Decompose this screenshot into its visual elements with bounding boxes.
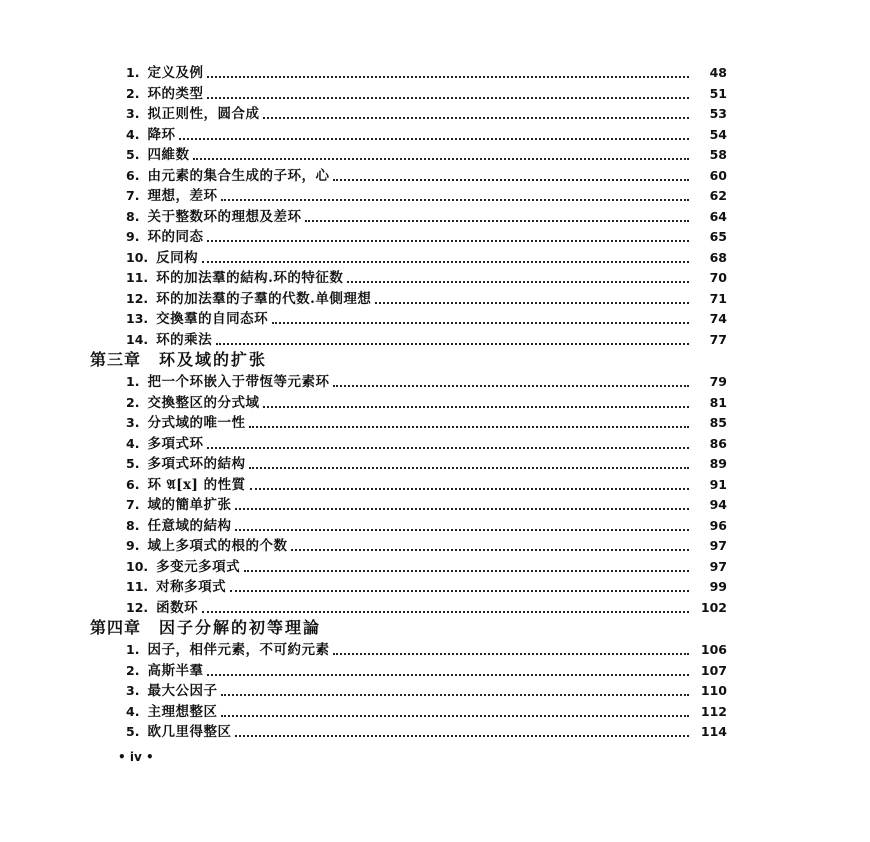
toc-entry-number: 3. bbox=[126, 683, 140, 698]
toc-entry-title: 环的同态 bbox=[147, 229, 204, 245]
toc-entry[interactable] bbox=[126, 413, 727, 433]
dot-leader bbox=[207, 447, 689, 449]
toc-entry-number: 6. bbox=[126, 476, 140, 492]
dot-leader bbox=[207, 76, 689, 78]
toc-entry-number: 3. bbox=[126, 415, 140, 430]
toc-entry-title: 环 𝔄[x] 的性質 bbox=[147, 476, 246, 493]
toc-entry-number: 7. bbox=[126, 497, 140, 512]
toc-entry-title: 环的乘法 bbox=[156, 331, 213, 348]
toc-entry[interactable] bbox=[126, 536, 727, 556]
toc-entry-page-number: 107 bbox=[700, 662, 727, 678]
toc-entry[interactable] bbox=[126, 309, 727, 329]
toc-entry-page-number: 81 bbox=[709, 394, 727, 410]
toc-entry-number: 5. bbox=[126, 147, 140, 162]
toc-entry-page-number: 68 bbox=[709, 249, 727, 265]
toc-entry[interactable] bbox=[126, 393, 727, 413]
toc-entry-page-number: 85 bbox=[709, 415, 727, 430]
toc-entry-number: 1. bbox=[126, 374, 140, 389]
dot-leader bbox=[221, 199, 689, 201]
toc-entry-title: 环的加法羣的結构.环的特征数 bbox=[156, 270, 344, 286]
dot-leader bbox=[235, 735, 689, 737]
chapter-heading bbox=[90, 616, 321, 640]
toc-entry-number: 2. bbox=[126, 662, 140, 678]
toc-entry-title: 多項式环的結构 bbox=[147, 456, 246, 472]
toc-entry-number: 7. bbox=[126, 188, 140, 203]
toc-entry[interactable] bbox=[126, 63, 727, 83]
toc-entry-page-number: 79 bbox=[709, 374, 727, 389]
toc-entry[interactable] bbox=[126, 598, 727, 618]
dot-leader bbox=[272, 322, 689, 324]
toc-entry-title: 关于整数环的理想及差环 bbox=[147, 208, 302, 225]
toc-entry-page-number: 53 bbox=[709, 106, 727, 121]
toc-entry-title: 分式域的唯一性 bbox=[147, 415, 246, 431]
toc-entry-page-number: 112 bbox=[700, 703, 727, 719]
dot-leader bbox=[333, 179, 689, 181]
toc-entry-page-number: 60 bbox=[709, 167, 727, 183]
dot-leader bbox=[249, 426, 689, 428]
toc-entry-page-number: 77 bbox=[709, 331, 727, 347]
toc-entry-page-number: 62 bbox=[709, 188, 727, 203]
toc-entry-title: 反同构 bbox=[156, 249, 199, 266]
toc-entry-number: 13. bbox=[126, 311, 149, 326]
chapter-title: 环及域的扩张 bbox=[159, 350, 268, 369]
dot-leader bbox=[193, 158, 689, 160]
toc-entry-title: 降环 bbox=[147, 126, 176, 143]
dot-leader bbox=[235, 529, 689, 531]
toc-entry-title: 交換羣的自同态环 bbox=[156, 311, 269, 327]
toc-entry-page-number: 86 bbox=[709, 435, 727, 451]
toc-entry[interactable] bbox=[126, 702, 727, 722]
dot-leader bbox=[263, 406, 689, 408]
toc-entry[interactable] bbox=[126, 104, 727, 124]
toc-entry-page-number: 97 bbox=[709, 538, 727, 553]
dot-leader bbox=[375, 302, 689, 304]
toc-entry[interactable] bbox=[126, 125, 727, 145]
toc-entry[interactable] bbox=[126, 516, 727, 536]
toc-entry-page-number: 110 bbox=[700, 683, 727, 698]
dot-leader bbox=[333, 653, 689, 655]
dot-leader bbox=[263, 117, 689, 119]
toc-entry-title: 多变元多項式 bbox=[156, 558, 241, 575]
toc-entry-title: 环的加法羣的子羣的代数.单側理想 bbox=[156, 290, 372, 307]
toc-entry[interactable] bbox=[126, 454, 727, 474]
toc-entry-title: 环的类型 bbox=[147, 85, 204, 102]
dot-leader bbox=[250, 488, 689, 490]
toc-entry-number: 9. bbox=[126, 229, 140, 244]
toc-entry-title: 理想，差环 bbox=[147, 188, 218, 204]
dot-leader bbox=[230, 590, 689, 592]
toc-entry-number: 12. bbox=[126, 599, 149, 615]
toc-entry-number: 4. bbox=[126, 126, 140, 142]
dot-leader bbox=[249, 467, 689, 469]
toc-entry-page-number: 54 bbox=[709, 126, 727, 142]
toc-entry-number: 9. bbox=[126, 538, 140, 553]
toc-entry-title: 域上多項式的根的个数 bbox=[147, 538, 288, 554]
toc-entry[interactable] bbox=[126, 207, 727, 227]
toc-entry-page-number: 64 bbox=[709, 208, 727, 224]
toc-entry-page-number: 51 bbox=[709, 85, 727, 101]
toc-entry-page-number: 48 bbox=[709, 65, 727, 80]
toc-entry[interactable] bbox=[126, 330, 727, 350]
toc-entry-title: 因子，相伴元素，不可約元素 bbox=[147, 642, 330, 658]
toc-entry[interactable] bbox=[126, 495, 727, 515]
toc-entry-number: 5. bbox=[126, 456, 140, 471]
toc-entry[interactable] bbox=[126, 722, 727, 742]
toc-entry-title: 任意域的結构 bbox=[147, 517, 232, 534]
toc-entry-number: 6. bbox=[126, 167, 140, 183]
toc-entry[interactable] bbox=[126, 475, 727, 495]
toc-entry-number: 4. bbox=[126, 703, 140, 719]
toc-entry[interactable] bbox=[126, 372, 727, 392]
toc-entry[interactable] bbox=[126, 557, 727, 577]
toc-entry-number: 1. bbox=[126, 65, 140, 80]
toc-entry[interactable] bbox=[126, 681, 727, 701]
toc-entry-number: 11. bbox=[126, 270, 149, 285]
dot-leader bbox=[179, 138, 689, 140]
dot-leader bbox=[202, 261, 689, 263]
toc-entry-number: 2. bbox=[126, 394, 140, 410]
chapter-heading bbox=[90, 348, 267, 372]
toc-entry-page-number: 74 bbox=[709, 311, 727, 326]
dot-leader bbox=[207, 240, 689, 242]
toc-entry-page-number: 89 bbox=[709, 456, 727, 471]
toc-entry-number: 14. bbox=[126, 331, 149, 347]
dot-leader bbox=[305, 220, 689, 222]
dot-leader bbox=[207, 674, 689, 676]
toc-entry-title: 高斯半羣 bbox=[147, 662, 204, 679]
toc-entry-title: 域的簡单扩张 bbox=[147, 497, 232, 513]
dot-leader bbox=[216, 343, 689, 345]
toc-entry-number: 5. bbox=[126, 724, 140, 739]
chapter-label: 第三章 bbox=[90, 350, 142, 369]
toc-entry-page-number: 65 bbox=[709, 229, 727, 244]
toc-entry-title: 四維数 bbox=[147, 147, 190, 163]
toc-entry-number: 3. bbox=[126, 106, 140, 121]
toc-entry-title: 函数环 bbox=[156, 599, 199, 616]
toc-entry-title: 交換整区的分式域 bbox=[147, 394, 260, 411]
toc-entry-number: 1. bbox=[126, 642, 140, 657]
dot-leader bbox=[244, 570, 689, 572]
dot-leader bbox=[221, 715, 689, 717]
toc-entry-page-number: 102 bbox=[700, 599, 727, 615]
toc-entry[interactable] bbox=[126, 145, 727, 165]
toc-entry[interactable] bbox=[126, 186, 727, 206]
toc-entry-number: 12. bbox=[126, 290, 149, 306]
page-folio: • iv • bbox=[118, 750, 154, 764]
toc-entry-page-number: 97 bbox=[709, 558, 727, 574]
toc-entry-number: 8. bbox=[126, 517, 140, 533]
toc-entry-number: 10. bbox=[126, 249, 149, 265]
toc-entry[interactable] bbox=[126, 166, 727, 186]
toc-entry-title: 把一个环嵌入于带恆等元素环 bbox=[147, 374, 330, 390]
toc-entry-page-number: 114 bbox=[700, 724, 727, 739]
toc-entry[interactable] bbox=[126, 268, 727, 288]
toc-entry[interactable] bbox=[126, 227, 727, 247]
toc-entry-page-number: 70 bbox=[709, 270, 727, 285]
toc-entry-title: 欧几里得整区 bbox=[147, 724, 232, 740]
toc-entry-title: 最大公因子 bbox=[147, 683, 218, 699]
chapter-label: 第四章 bbox=[90, 618, 142, 637]
dot-leader bbox=[221, 694, 689, 696]
toc-entry-title: 多項式环 bbox=[147, 435, 204, 452]
toc-entry-page-number: 94 bbox=[709, 497, 727, 512]
toc-entry[interactable] bbox=[126, 84, 727, 104]
dot-leader bbox=[202, 611, 689, 613]
toc-entry-page-number: 106 bbox=[700, 642, 727, 657]
toc-entry[interactable] bbox=[126, 248, 727, 268]
dot-leader bbox=[333, 385, 689, 387]
toc-entry-number: 2. bbox=[126, 85, 140, 101]
toc-entry-number: 4. bbox=[126, 435, 140, 451]
toc-entry-title: 定义及例 bbox=[147, 65, 204, 81]
chapter-title: 因子分解的初等理論 bbox=[159, 618, 322, 637]
toc-entry-title: 主理想整区 bbox=[147, 703, 218, 720]
toc-entry-title: 拟正则性，圆合成 bbox=[147, 106, 260, 122]
toc-entry-title: 由元素的集合生成的子环，心 bbox=[147, 167, 330, 184]
toc-entry-title: 对称多項式 bbox=[156, 579, 227, 595]
toc-entry-page-number: 96 bbox=[709, 517, 727, 533]
toc-entry-page-number: 71 bbox=[709, 290, 727, 306]
toc-entry-page-number: 58 bbox=[709, 147, 727, 162]
toc-entry[interactable] bbox=[126, 661, 727, 681]
toc-entry-number: 10. bbox=[126, 558, 149, 574]
dot-leader bbox=[235, 508, 689, 510]
toc-entry-number: 11. bbox=[126, 579, 149, 594]
toc-entry-number: 8. bbox=[126, 208, 140, 224]
dot-leader bbox=[291, 549, 689, 551]
dot-leader bbox=[207, 97, 689, 99]
toc-entry[interactable] bbox=[126, 577, 727, 597]
toc-entry-page-number: 91 bbox=[709, 476, 727, 492]
toc-entry[interactable] bbox=[126, 289, 727, 309]
toc-entry[interactable] bbox=[126, 434, 727, 454]
toc-entry-page-number: 99 bbox=[709, 579, 727, 594]
dot-leader bbox=[347, 281, 689, 283]
toc-entry[interactable] bbox=[126, 640, 727, 660]
